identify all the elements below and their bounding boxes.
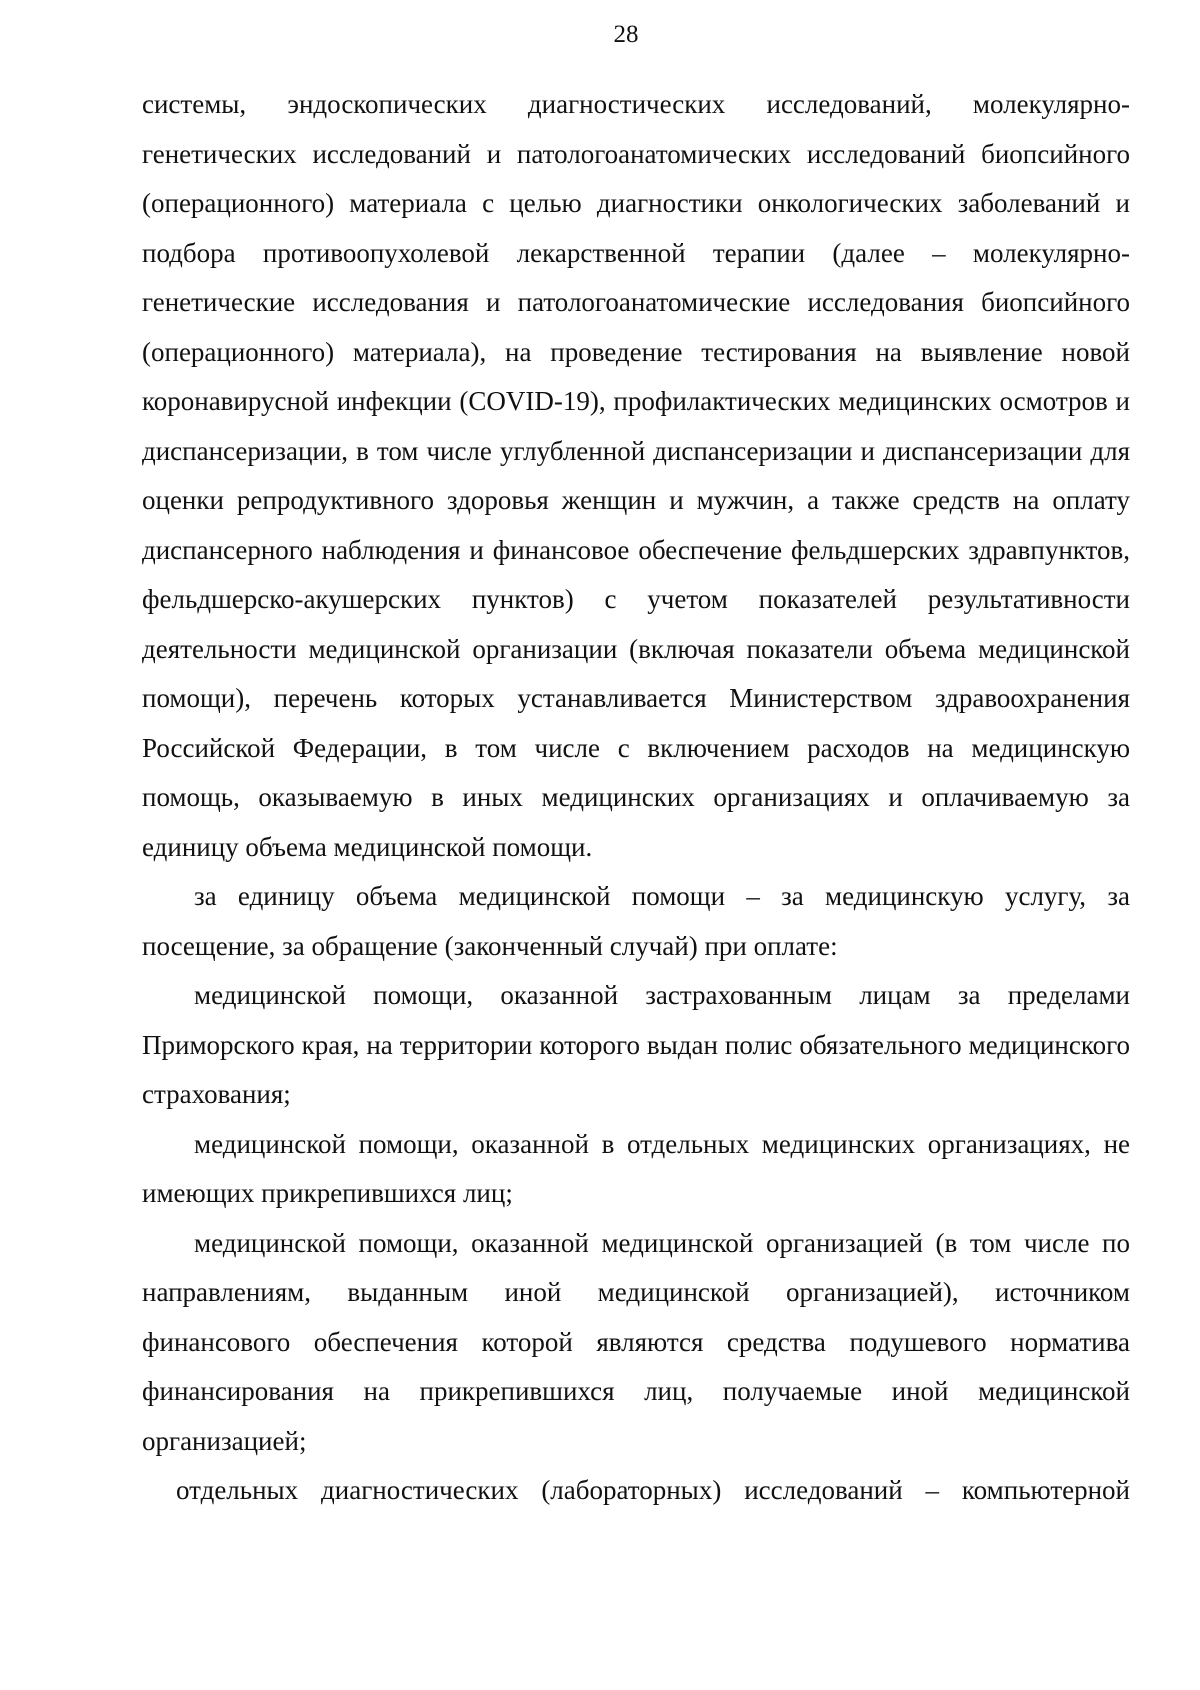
paragraph-outside-region: медицинской помощи, оказанной застрахованным лицам за пределами Приморского края, на территории которого выдан полис обязательного медицинского страхования;: [142, 980, 1130, 1109]
document-body: [142, 80, 1130, 1516]
paragraph-referral-care: медицинской помощи, оказанной медицинской организацией (в том числе по направлениям, выданным иной медицинской организацией), источником финансового обеспечения которой являются средства подушевого норматива финансирования на прикрепившихся лиц, получаемые иной медицинской организацией;: [142, 1227, 1130, 1456]
page-number: 28: [613, 21, 639, 48]
paragraph-per-unit-payment: за единицу объема медицинской помощи – за медицинскую услугу, за посещение, за обращение (законченный случай) при оплате:: [142, 881, 1130, 961]
paragraph-diagnostic-tests: отдельных диагностических (лабораторных) исследований – компьютерной: [176, 1475, 1130, 1505]
paragraph-continuation: системы, эндоскопических диагностических исследований, молекулярно-генетических исследований и патологоанатомических исследований биопсийного (операционного) материала с целью диагностики онкологических заболеваний и подбора противоопухолевой лекарственной терапии (далее – молекулярно-генетические исследования и патологоанатомические исследования биопсийного (операционного) материала), на проведение тестирования на выявление новой коронавирусной инфекции (COVID-19), профилактических медицинских осмотров и диспансеризации, в том числе углубленной диспансеризации и диспансеризации для оценки репродуктивного здоровья женщин и мужчин, а также средств на оплату диспансерного наблюдения и финансовое обеспечение фельдшерских здравпунктов, фельдшерско-акушерских пунктов) с учетом показателей результативности деятельности медицинской организации (включая показатели объема медицинской помощи), перечень которых устанавливается Министерством здравоохранения Российской Федерации, в том числе с включением расходов на медицинскую помощь, оказываемую в иных медицинских организациях и оплачиваемую за единицу объема медицинской помощи.: [142, 89, 1130, 862]
paragraph-no-attached-persons: медицинской помощи, оказанной в отдельных медицинских организациях, не имеющих прикрепившихся лиц;: [142, 1128, 1130, 1208]
